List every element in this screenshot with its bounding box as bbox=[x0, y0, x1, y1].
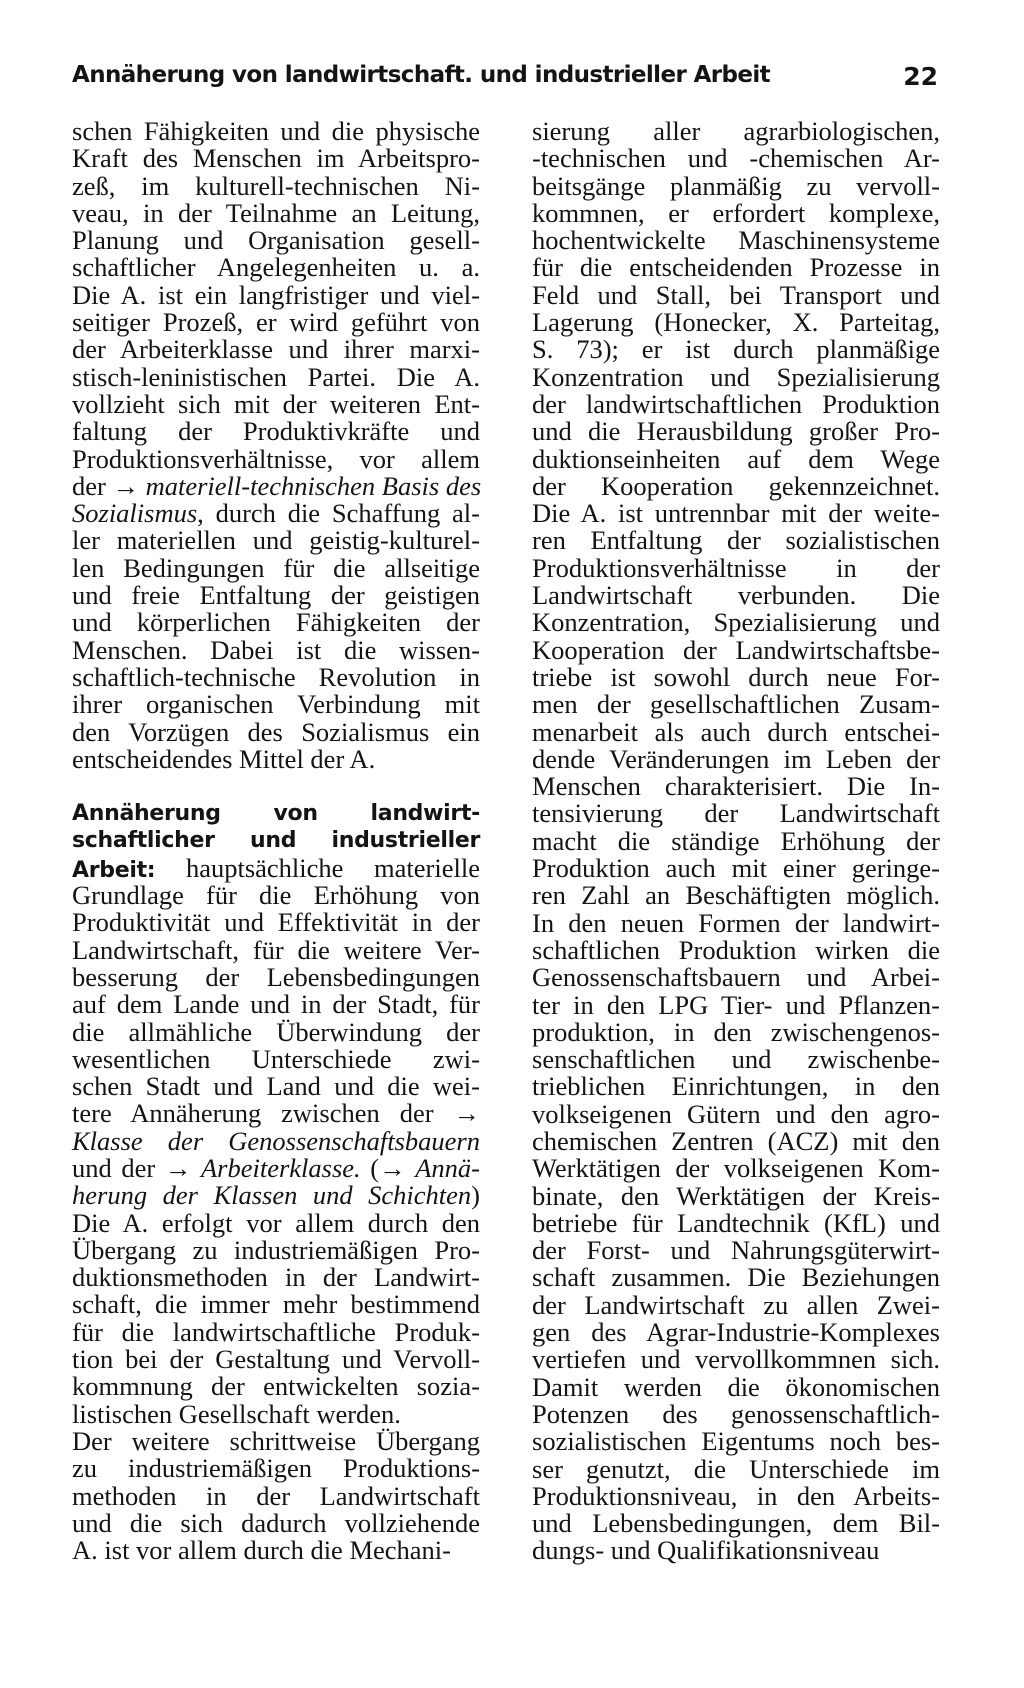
text-line: beitsgänge planmäßig zu vervoll- bbox=[532, 170, 940, 201]
running-head: Annäherung von landwirtschaft. und industrieller Arbeit bbox=[72, 62, 771, 88]
text-line: -technischen und -chemischen Ar- bbox=[532, 143, 940, 174]
text-line: und Lebensbedingungen, dem Bil- bbox=[532, 1508, 940, 1539]
text-line: Menschen charakterisiert. Die In- bbox=[532, 771, 940, 802]
text-line: dende Veränderungen im Leben der bbox=[532, 743, 940, 774]
text-line: Arbeit: hauptsächliche materielle bbox=[72, 852, 480, 883]
text-line: auf dem Lande und in der Stadt, für bbox=[72, 989, 480, 1020]
text-line: Die A. ist ein langfristiger und viel- bbox=[72, 279, 480, 310]
text-line: Werktätigen der volkseigenen Kom- bbox=[532, 1153, 940, 1184]
text-line: und die Herausbildung großer Pro- bbox=[532, 416, 940, 447]
text-line: ren Entfaltung der sozialistischen bbox=[532, 525, 940, 556]
text-line: Klasse der Genossenschaftsbauern bbox=[72, 1125, 480, 1156]
text-line: ser genutzt, die Unterschiede im bbox=[532, 1453, 940, 1484]
text-line: Produktivität und Effektivität in der bbox=[72, 907, 480, 938]
right-column bbox=[532, 118, 940, 1565]
text-line: macht die ständige Erhöhung der bbox=[532, 825, 940, 856]
text-line: Genossenschaftsbauern und Arbei- bbox=[532, 962, 940, 993]
text-line: kommnen, er erfordert komplexe, bbox=[532, 197, 940, 228]
text-line: tere Annäherung zwischen der → bbox=[72, 1098, 480, 1129]
text-line: schaftlich-technische Revolution in bbox=[72, 661, 480, 692]
text-line: menarbeit als auch durch entschei- bbox=[532, 716, 940, 747]
text-line: Landwirtschaft, für die weitere Ver- bbox=[72, 934, 480, 965]
text-line: Der weitere schrittweise Übergang bbox=[72, 1425, 480, 1456]
text-line: schaft, die immer mehr bestimmend bbox=[72, 1289, 480, 1320]
text-line: In den neuen Formen der landwirt- bbox=[532, 907, 940, 938]
text-line: vertiefen und vervollkommnen sich. bbox=[532, 1344, 940, 1375]
text-line: wesentlichen Unterschiede zwi- bbox=[72, 1043, 480, 1074]
text-line: für die landwirtschaftliche Produk- bbox=[72, 1316, 480, 1347]
text-line: tion bei der Gestaltung und Vervoll- bbox=[72, 1344, 480, 1375]
text-line: Die A. erfolgt vor allem durch den bbox=[72, 1207, 480, 1238]
text-line: für die entscheidenden Prozesse in bbox=[532, 252, 940, 283]
text-line: Sozialismus, durch die Schaffung al- bbox=[72, 498, 480, 529]
text-line: herung der Klassen und Schichten) bbox=[72, 1180, 480, 1211]
text-line: Kraft des Menschen im Arbeitspro- bbox=[72, 143, 480, 174]
text-line: produktion, in den zwischengenos- bbox=[532, 1016, 940, 1047]
text-line: Annäherung von landwirt- bbox=[72, 801, 480, 827]
text-line: Produktionsniveau, in den Arbeits- bbox=[532, 1480, 940, 1511]
text-line: Produktionsverhältnisse, vor allem bbox=[72, 443, 480, 474]
text-line: listischen Gesellschaft werden. bbox=[72, 1398, 401, 1429]
text-line: gen des Agrar-Industrie-Komplexes bbox=[532, 1317, 940, 1348]
text-line: der Arbeiterklasse und ihrer marxi- bbox=[72, 334, 480, 365]
text-line: schaftlichen Produktion wirken die bbox=[532, 934, 940, 965]
text-line: schen Stadt und Land und die wei- bbox=[72, 1071, 480, 1102]
text-line: der Forst- und Nahrungsgüterwirt- bbox=[532, 1235, 940, 1266]
text-line: chemischen Zentren (ACZ) mit den bbox=[532, 1125, 940, 1156]
text-line: Produktionsverhältnisse in der bbox=[532, 552, 940, 583]
text-line: betriebe für Landtechnik (KfL) und bbox=[532, 1207, 940, 1238]
text-line: und freie Entfaltung der geistigen bbox=[72, 580, 480, 611]
text-line: und der → Arbeiterklasse. (→ Annä- bbox=[72, 1152, 480, 1183]
text-line: men der gesellschaftlichen Zusam- bbox=[532, 689, 940, 720]
text-line: schen Fähigkeiten und die physische bbox=[72, 116, 480, 146]
text-line: zu industriemäßigen Produktions- bbox=[72, 1453, 480, 1484]
text-line: Die A. ist untrennbar mit der weite- bbox=[532, 498, 940, 529]
text-line: faltung der Produktivkräfte und bbox=[72, 416, 480, 447]
text-line: ler materiellen und geistig-kulturel- bbox=[72, 525, 480, 556]
text-line: A. ist vor allem durch die Mechani- bbox=[72, 1535, 451, 1566]
text-line: vollzieht sich mit der weiteren Ent- bbox=[72, 388, 480, 419]
page-header bbox=[72, 62, 944, 102]
text-line: der → materiell-technischen Basis des bbox=[72, 470, 482, 501]
text-line: duktionsmethoden in der Landwirt- bbox=[72, 1262, 480, 1293]
text-line: S. 73); er ist durch planmäßige bbox=[532, 334, 940, 365]
text-line: veau, in der Teilnahme an Leitung, bbox=[72, 197, 480, 228]
text-line: Feld und Stall, bei Transport und bbox=[532, 279, 940, 310]
text-line: Konzentration und Spezialisierung bbox=[532, 361, 940, 392]
text-line: schaftlicher Angelegenheiten u. a. bbox=[72, 252, 480, 283]
text-line: und körperlichen Fähigkeiten der bbox=[72, 607, 480, 638]
text-line: hochentwickelte Maschinensysteme bbox=[532, 225, 940, 256]
text-line: dungs- und Qualifikationsniveau bbox=[532, 1535, 880, 1566]
text-line: volkseigenen Gütern und den agro- bbox=[532, 1098, 940, 1129]
page-number: 22 bbox=[903, 62, 938, 91]
text-line: ihrer organischen Verbindung mit bbox=[72, 689, 480, 720]
text-line: und die sich dadurch vollziehende bbox=[72, 1507, 480, 1538]
text-line: duktionseinheiten auf dem Wege bbox=[532, 443, 940, 474]
text-line: len Bedingungen für die allseitige bbox=[72, 552, 480, 583]
text-line: zeß, im kulturell-technischen Ni- bbox=[72, 170, 480, 201]
text-line: Lagerung (Honecker, X. Parteitag, bbox=[532, 307, 940, 338]
text-line: Kooperation der Landwirtschaftsbe- bbox=[532, 634, 940, 665]
text-line: seitiger Prozeß, er wird geführt von bbox=[72, 307, 480, 338]
text-line: triebe ist sowohl durch neue For- bbox=[532, 661, 940, 692]
text-line: sierung aller agrarbiologischen, bbox=[532, 116, 940, 146]
text-line: den Vorzügen des Sozialismus ein bbox=[72, 716, 480, 747]
text-line: sozialistischen Eigentums noch bes- bbox=[532, 1426, 940, 1457]
text-line: kommnung der entwickelten sozia- bbox=[72, 1371, 480, 1402]
text-line: Landwirtschaft verbunden. Die bbox=[532, 580, 940, 611]
text-line: senschaftlichen und zwischenbe- bbox=[532, 1044, 940, 1075]
text-line: tensivierung der Landwirtschaft bbox=[532, 798, 940, 829]
text-line: Grundlage für die Erhöhung von bbox=[72, 880, 480, 911]
text-line: entscheidendes Mittel der A. bbox=[72, 743, 376, 774]
text-line: der Kooperation gekennzeichnet. bbox=[532, 470, 940, 501]
text-line: besserung der Lebensbedingungen bbox=[72, 961, 480, 992]
text-line: Potenzen des genossenschaftlich- bbox=[532, 1398, 940, 1429]
text-line: Planung und Organisation gesell- bbox=[72, 225, 480, 256]
text-line: Menschen. Dabei ist die wissen- bbox=[72, 634, 480, 665]
text-line: ren Zahl an Beschäftigten möglich. bbox=[532, 880, 940, 911]
text-line: binate, den Werktätigen der Kreis- bbox=[532, 1180, 940, 1211]
text-line: Konzentration, Spezialisierung und bbox=[532, 607, 940, 638]
text-line: Produktion auch mit einer geringe- bbox=[532, 853, 940, 884]
text-line: stisch-leninistischen Partei. Die A. bbox=[72, 361, 480, 392]
text-line: Damit werden die ökonomischen bbox=[532, 1371, 940, 1402]
text-line: methoden in der Landwirtschaft bbox=[72, 1480, 480, 1511]
text-line: die allmähliche Überwindung der bbox=[72, 1016, 480, 1047]
text-line: ter in den LPG Tier- und Pflanzen- bbox=[532, 989, 940, 1020]
text-line: der landwirtschaftlichen Produktion bbox=[532, 388, 940, 419]
paragraph-gap bbox=[72, 773, 480, 800]
text-line: trieblichen Einrichtungen, in den bbox=[532, 1071, 940, 1102]
text-line: der Landwirtschaft zu allen Zwei- bbox=[532, 1289, 940, 1320]
left-column bbox=[72, 118, 480, 1564]
text-line: Übergang zu industriemäßigen Pro- bbox=[72, 1234, 480, 1265]
text-line: schaftlicher und industrieller bbox=[72, 828, 480, 854]
text-line: schaft zusammen. Die Beziehungen bbox=[532, 1262, 940, 1293]
